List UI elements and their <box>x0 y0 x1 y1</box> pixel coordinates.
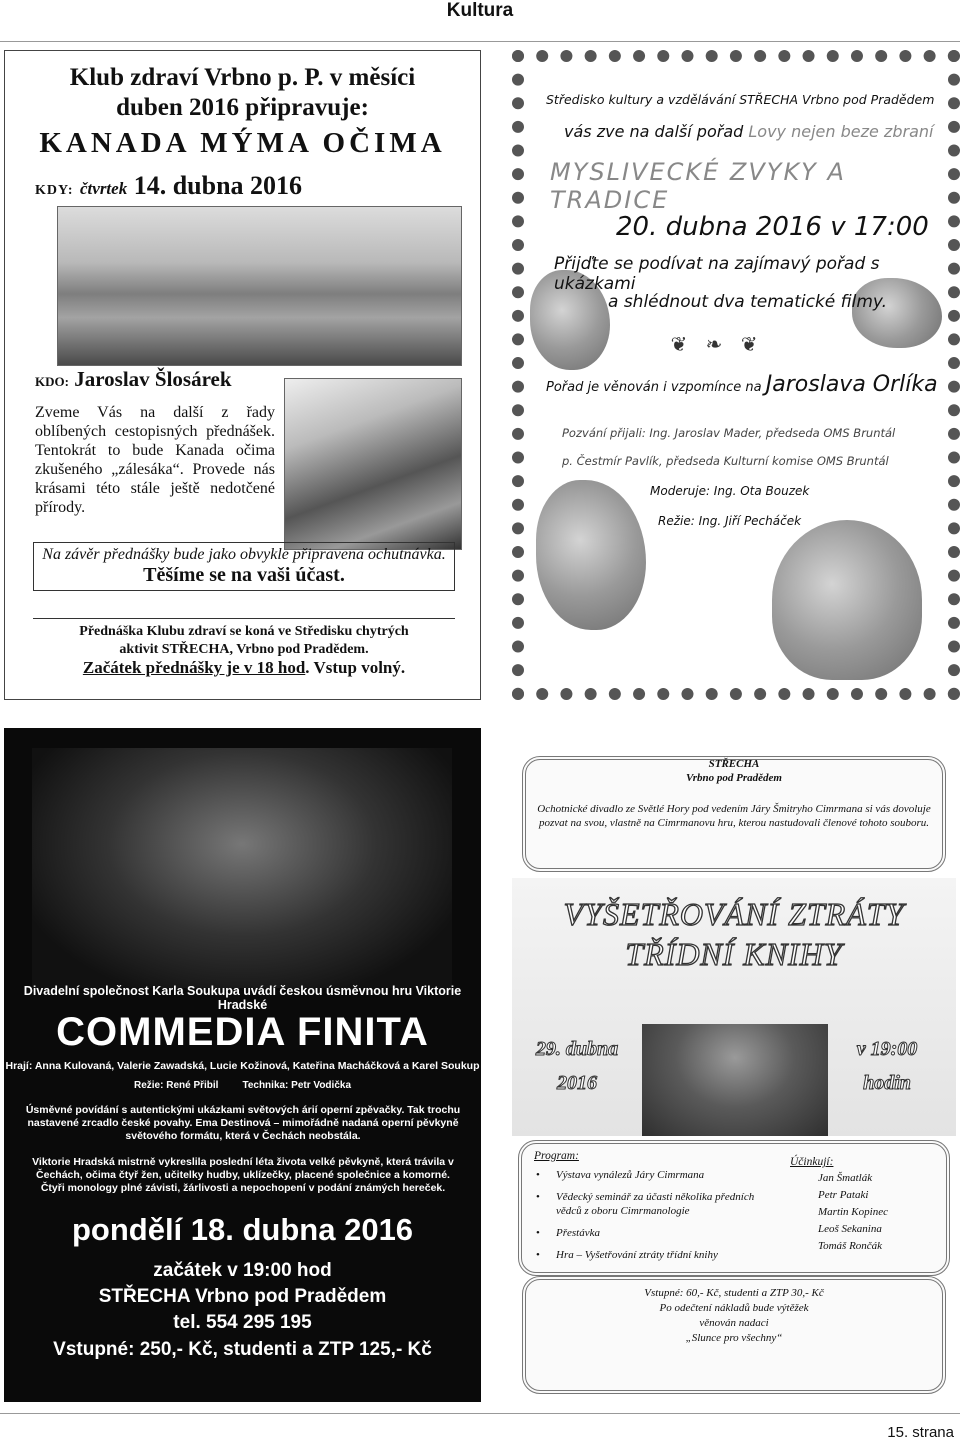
guest-line-2: p. Čestmír Pavlík, předseda Kulturní komise OMS Bruntál <box>562 454 889 468</box>
organizer: Středisko kultury a vzdělávání STŘECHA Vrbno pod Pradědem <box>546 92 935 107</box>
cast-line: Hrají: Anna Kulovaná, Valerie Zawadská, Lucie Kožinová, Kateřina Macháčková a Karel Soukup <box>5 1060 480 1072</box>
poster-kanada-title: KANADA MÝMA OČIMA <box>39 127 446 159</box>
moderator: Moderuje: Ing. Ota Bouzek <box>650 484 810 498</box>
poster-kanada-heading <box>5 63 480 123</box>
poster-kanada <box>4 50 481 700</box>
top-divider <box>0 41 960 42</box>
ticket-info <box>532 1286 936 1346</box>
venue-line-3 <box>33 659 455 679</box>
event-datetime: 20. dubna 2016 v 17:00 <box>616 212 929 242</box>
memorial-prefix: Pořad je věnován i vzpomínce na <box>546 380 762 395</box>
description-1: Úsměvné povídání s autentickými ukázkami světových árií operní zpěvačky. Tak trochu nastavené zrcadlo české povahy. Ema Destinová – mimořádně nadaná operní pěvkyně světového formátu, která v Čechách neobstála. <box>25 1104 461 1142</box>
welcome-line: Těšíme se na vaši účast. <box>143 564 345 586</box>
program-item: • Vědecký seminář za účasti několika předních vědců z oboru Cimrmanologie <box>534 1190 774 1218</box>
page-number: 15. strana <box>887 1424 954 1441</box>
cast-member: Leoš Sekanina <box>818 1223 882 1235</box>
event-venue: STŘECHA Vrbno pod Pradědem <box>98 1286 387 1307</box>
cast-member: Martin Kopinec <box>818 1206 888 1218</box>
who-label: KDO: <box>35 374 69 389</box>
venue-line-2: aktivit STŘECHA, Vrbno pod Pradědem. <box>119 642 369 657</box>
program-item: • Hra – Vyšetřování ztráty třídní knihy <box>534 1248 774 1262</box>
memorial-name: Jaroslava Orlíka <box>765 372 938 397</box>
org-name: STŘECHA <box>708 758 760 770</box>
play-title-line-1: VYŠETŘOVÁNÍ ZTRÁTY <box>563 896 905 932</box>
poster-kanada-who <box>35 367 232 392</box>
heading-line-1: Klub zdraví Vrbno p. P. v měsíci <box>69 64 416 91</box>
play-title: COMMEDIA FINITA <box>56 1010 429 1054</box>
time-line-1: v 19:00 <box>856 1038 918 1060</box>
director: Režie: Ing. Jiří Pecháček <box>658 514 802 528</box>
description-2: Viktorie Hradská mistrně vykreslila poslední léta života velké pěvkyně, která trávila v Čechách, očima čtyř žen, učitelky hudby, uklízečky, placené společnice a komorné. Čtyři monology plné závisti, žárlivosti a nepochopení v podání známých hereček. <box>32 1156 454 1194</box>
ornament-divider: ❦ ❧ ❦ <box>670 332 764 356</box>
memorial-line <box>546 372 938 397</box>
foundation-name: „Slunce pro všechny“ <box>685 1332 783 1344</box>
program-item: • Výstava vynálezů Járy Cimrmana <box>534 1168 774 1182</box>
tasting-box <box>33 542 455 591</box>
director-credit: Režie: René Přibil <box>133 1080 219 1091</box>
poster-kanada-when <box>35 171 302 201</box>
invite-line <box>564 122 933 141</box>
venue-info <box>33 618 455 679</box>
poster-commedia-finita <box>4 728 481 1402</box>
intro-line: Divadelní společnost Karla Soukupa uvádí českou úsměvnou hru Viktorie Hradské <box>23 984 462 1012</box>
bottom-divider <box>0 1413 960 1414</box>
play-title-line-2: TŘÍDNÍ KNIHY <box>625 936 843 972</box>
entry-free: . Vstup volný. <box>305 658 406 677</box>
cast-member: Petr Pataki <box>818 1189 869 1201</box>
event-phone: tel. 554 295 195 <box>173 1312 312 1333</box>
guest-line-1: Pozvání přijali: Ing. Jaroslav Mader, předseda OMS Bruntál <box>562 426 896 440</box>
poster-kanada-description: Zveme Vás na další z řady oblíbených cestopisných přednášek. Tentokrát to bude Kanada očima zkušeného „zálesáka“. Provede nás krásami této stále ještě nedotčené přírody. <box>35 404 275 516</box>
org-town: Vrbno pod Pradědem <box>686 772 782 784</box>
when-label: KDY: <box>35 183 74 198</box>
cast-heading: Účinkují: <box>790 1156 834 1168</box>
cast-photo <box>32 748 452 988</box>
event-title: MYSLIVECKÉ ZVYKY A TRADICE <box>550 158 846 214</box>
poster-myslivecke <box>512 50 960 700</box>
proceeds-line-2: věnován nadaci <box>699 1317 769 1329</box>
event-date: pondělí 18. dubna 2016 <box>71 1212 414 1247</box>
date-line-1: 29. dubna <box>535 1038 619 1060</box>
heading-line-2: duben 2016 připravuje: <box>116 94 369 121</box>
invite-detail-1: Přijďte se podívat na zajímavý pořad s ukázkami <box>554 254 880 294</box>
deer-drawing <box>772 520 922 680</box>
cast-member: Tomáš Rončák <box>818 1240 883 1252</box>
time-line-2: hodin <box>863 1072 911 1094</box>
ticket-price: Vstupné: 60,- Kč, studenti a ZTP 30,- Kč <box>644 1287 824 1299</box>
technical-credit: Technika: Petr Vodička <box>242 1080 352 1091</box>
series-name: Lovy nejen beze zbraní <box>748 122 934 141</box>
date-line-2: 2016 <box>557 1072 597 1094</box>
program-heading: Program: <box>534 1150 579 1162</box>
tasting-line: Na závěr přednášky bude jako obvykle připravena ochutnávka. <box>42 546 446 563</box>
proceeds-line-1: Po odečtení nákladů bude výtěžek <box>659 1302 809 1314</box>
program-list <box>534 1168 774 1270</box>
event-date <box>522 1032 632 1100</box>
cast-member: Jan Šmatlák <box>818 1172 873 1184</box>
org-invitation: Ochotnické divadlo ze Světlé Hory pod vedením Járy Šmitryho Cimrmana si vás dovoluje pozvat na svou, vlastně na Cimrmanovu hru, kterou nastudovali členové tohoto souboru. <box>537 803 931 829</box>
when-date: 14. dubna 2016 <box>133 171 303 200</box>
cast-list <box>818 1170 888 1255</box>
venue-line-1: Přednáška Klubu zdraví se koná ve Středisku chytrých <box>79 624 409 639</box>
event-time <box>832 1032 942 1100</box>
canoe-hikers-photo <box>57 206 462 366</box>
start-time: Začátek přednášky je v 18 hod <box>82 658 306 677</box>
event-start: začátek v 19:00 hod <box>153 1260 332 1281</box>
bridge-photo <box>284 378 462 550</box>
poster-cimrman <box>512 750 956 1402</box>
ticket-price: Vstupné: 250,- Kč, studenti a ZTP 125,- Kč <box>53 1339 432 1360</box>
crew-line <box>4 1080 481 1091</box>
invite-text: vás zve na další pořad <box>564 122 744 141</box>
play-title <box>512 894 956 974</box>
who-name: Jaroslav Šlosárek <box>74 367 232 391</box>
cimrman-bust-photo <box>642 1024 828 1136</box>
when-day: čtvrtek <box>80 179 128 198</box>
invite-detail-2: a shlédnout dva tematické filmy. <box>608 292 888 312</box>
section-title: Kultura <box>446 0 514 21</box>
program-item: • Přestávka <box>534 1226 774 1240</box>
